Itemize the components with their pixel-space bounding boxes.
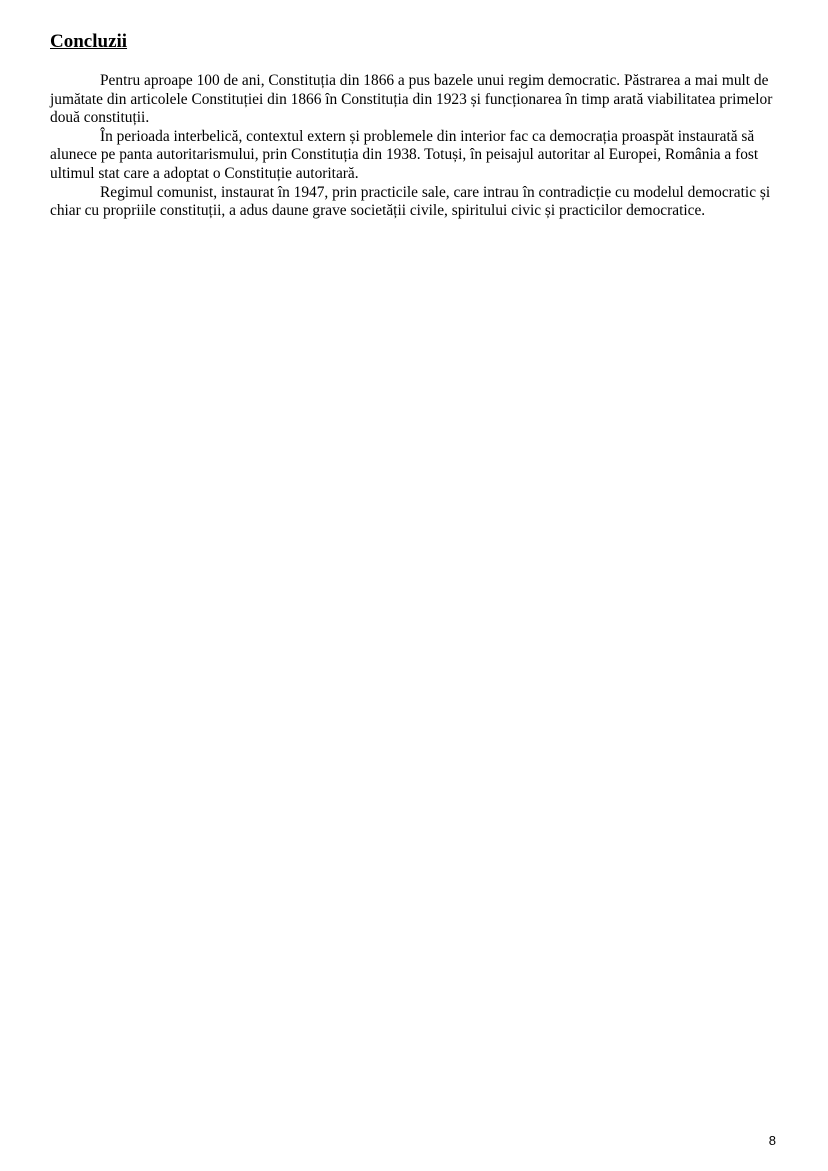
paragraph-2: În perioada interbelică, contextul extern și problemele din interior fac ca democrația proaspăt instaurată să alunece pe panta autoritarismului, prin Constituția din 1938. Totuși, în peisajul autoritar al Europei, România a fost ultimul stat care a adoptat o Constituție autoritară. [50, 127, 759, 182]
section-heading: Concluzii [50, 31, 128, 52]
page-number: 8 [768, 1133, 776, 1148]
conclusions-body [50, 72, 775, 221]
paragraph-3: Regimul comunist, instaurat în 1947, prin practicile sale, care intrau în contradicție cu modelul democratic și chiar cu propriile constituții, a adus daune grave societății civile, spiritului civic și practicilor democratice. [50, 183, 771, 220]
paragraph-1: Pentru aproape 100 de ani, Constituția din 1866 a pus bazele unui regim democratic. Păstrarea a mai mult de jumătate din articolele Constituției din 1866 în Constituția din 1923 și funcționarea în timp arată viabilitatea primelor două constituții. [50, 72, 773, 127]
